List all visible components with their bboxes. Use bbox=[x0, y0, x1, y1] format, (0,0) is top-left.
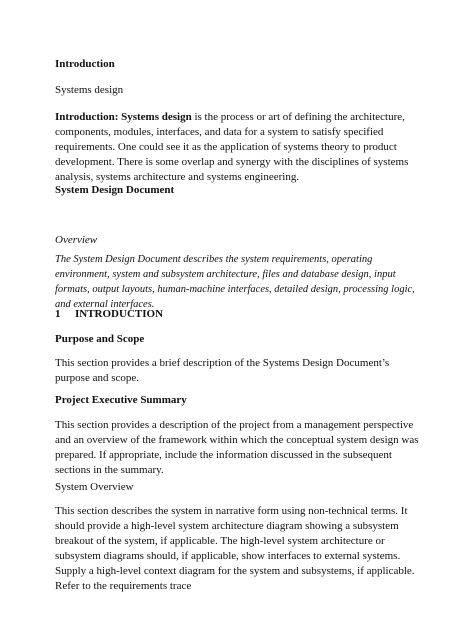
system-overview-label: System Overview bbox=[55, 481, 134, 493]
sdd-heading: System Design Document bbox=[55, 184, 175, 196]
pes-heading: Project Executive Summary bbox=[55, 394, 187, 406]
system-overview-paragraph: This section describes the system in narrative form using non-technical terms. It should provide a high-level system architecture diagram showing a subsystem breakout of the system, if applicable. The high-level system architecture or subsystem diagrams should, if applicable, show interfaces to external systems. Supply a high-level context diagram for the system and subsystems, if applicable. Refer to the requirements trace bbox=[55, 505, 415, 592]
section-1-number: 1 bbox=[55, 308, 61, 320]
purpose-heading: Purpose and Scope bbox=[55, 333, 145, 345]
intro-paragraph bbox=[55, 110, 420, 185]
purpose-paragraph: This section provides a brief description of the Systems Design Document’s purpose and scope. bbox=[55, 357, 390, 384]
section-1-title: INTRODUCTION bbox=[75, 308, 164, 320]
section-1-heading bbox=[55, 307, 420, 322]
overview-paragraph: The System Design Document describes the system requirements, operating environment, system and subsystem architecture, files and database design, input formats, output layouts, human-machine interfaces, detailed design, processing logic, and external interfaces. bbox=[55, 254, 415, 310]
intro-text: is the process or art of defining the architecture, components, modules, interfaces, and data for a system to satisfy specified requirements. One could see it as the application of systems theory to product development. There is some overlap and synergy with the disciplines of systems analysis, systems architecture and systems engineering. bbox=[55, 111, 409, 183]
overview-label: Overview bbox=[55, 234, 98, 246]
systems-design-label: Systems design bbox=[55, 84, 124, 96]
pes-paragraph: This section provides a description of the project from a management perspective and an overview of the framework within which the conceptual system design was prepared. If appropriate, include the information discussed in the subsequent sections in the summary. bbox=[55, 419, 419, 476]
intro-bold-lead: Introduction: Systems design bbox=[55, 111, 192, 123]
introduction-heading: Introduction bbox=[55, 58, 115, 70]
